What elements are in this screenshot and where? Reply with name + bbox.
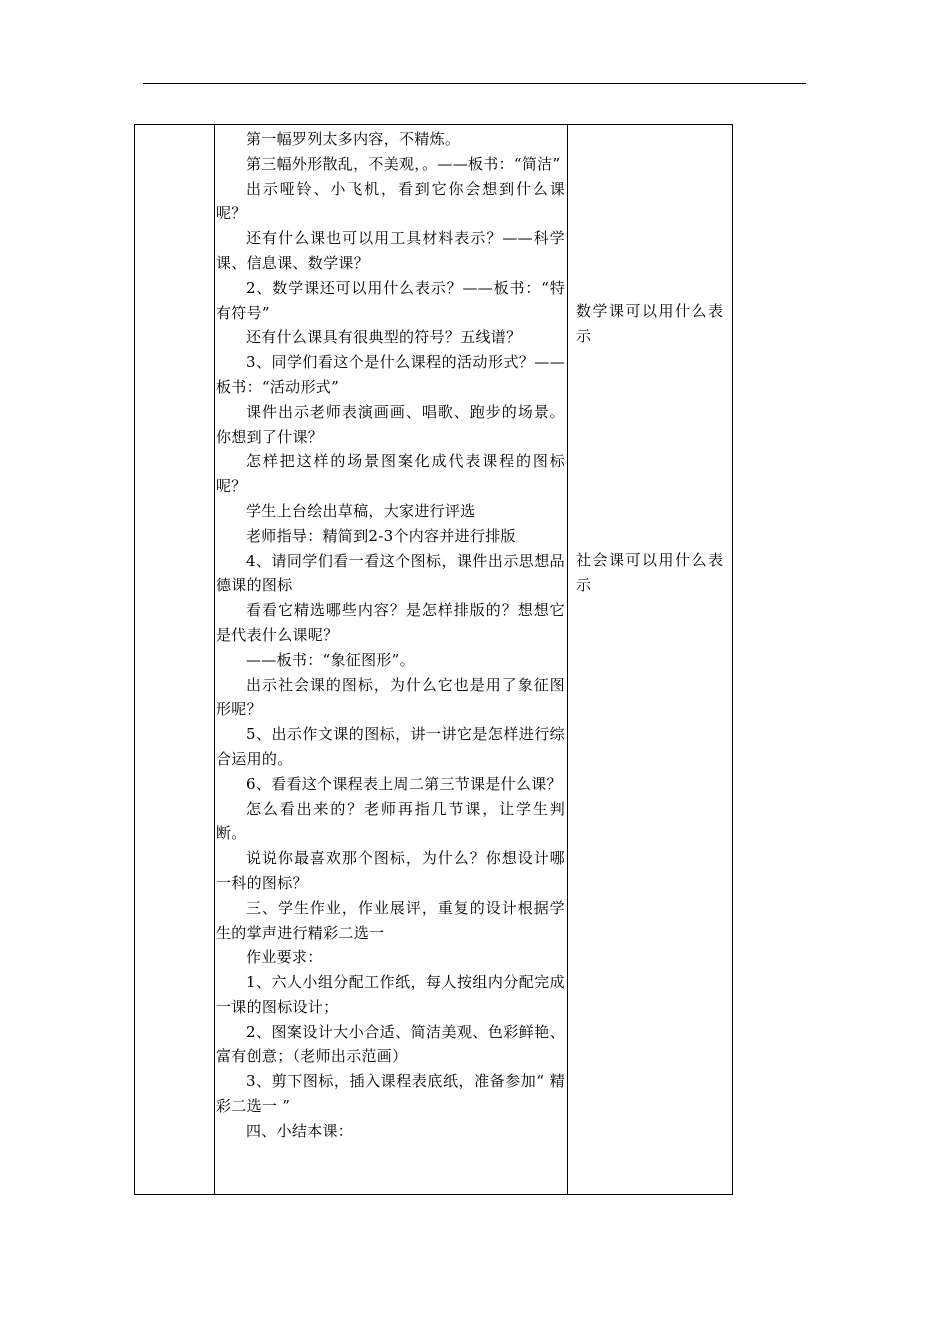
process-paragraph: 4、请同学们看一看这个图标，课件出示思想品德课的图标 [216,551,565,595]
column-divider-right [567,125,568,1194]
process-paragraph: 三、学生作业，作业展评，重复的设计根据学生的掌声进行精彩二选一 [216,898,565,942]
process-paragraph: 2、数学课还可以用什么表示？——板书：“特有符号” [216,278,565,322]
process-paragraph: 5、出示作文课的图标，讲一讲它是怎样进行综合运用的。 [216,725,565,768]
process-paragraph: 第一幅罗列太多内容，不精炼。 [246,130,461,148]
process-paragraph: 还有什么课也可以用工具材料表示？——科学课、信息课、数学课？ [216,229,565,272]
process-paragraph: 出示社会课的图标，为什么它也是用了象征图形呢？ [216,675,565,719]
design-note: 数学课可以用什么表示 [576,302,725,345]
process-paragraph: 怎么看出来的？老师再指几节课，让学生判断。 [216,799,565,843]
process-paragraph: 3、剪下图标，插入课程表底纸，准备参加“ 精彩二选一 ” [216,1072,565,1116]
process-paragraph: 还有什么课具有很典型的符号？五线谱？ [246,328,522,347]
process-paragraph: 3、同学们看这个是什么课程的活动形式？——板书：“活动形式” [216,353,565,396]
design-note: 社会课可以用什么表示 [576,551,725,594]
process-paragraph: 第三幅外形散乱，不美观，。——板书：“简洁” [246,154,561,173]
column-divider-left [214,125,215,1194]
lesson-table [134,124,733,1195]
process-paragraph: 四、小结本课： [246,1121,354,1140]
teaching-process-column [216,127,565,1144]
process-paragraph: 怎样把这样的场景图案化成代表课程的图标呢？ [216,452,565,496]
process-paragraph: 6、看看这个课程表上周二第三节课是什么课？ [246,774,562,793]
process-paragraph: 出示哑铃、小飞机，看到它你会想到什么课呢？ [216,179,565,223]
process-paragraph: 看看它精选哪些内容？是怎样排版的？想想它是代表什么课呢？ [216,601,565,644]
header-rule [143,83,806,84]
process-paragraph: 老师指导：精简到2-3个内容并进行排版 [246,526,516,545]
process-paragraph: ——板书：“象征图形”。 [246,650,415,669]
process-paragraph: 说说你最喜欢那个图标，为什么？你想设计哪一科的图标？ [216,849,565,892]
process-paragraph: 1、六人小组分配工作纸，每人按组内分配完成一课的图标设计； [216,973,565,1016]
process-paragraph: 课件出示老师表演画画、唱歌、跑步的场景。你想到了什课？ [216,402,565,446]
process-paragraph: 作业要求： [246,948,323,967]
process-paragraph: 2、图案设计大小合适、简洁美观、色彩鲜艳、富有创意；（老师出示范画） [216,1022,565,1066]
process-paragraph: 学生上台绘出草稿，大家进行评选 [246,501,476,520]
